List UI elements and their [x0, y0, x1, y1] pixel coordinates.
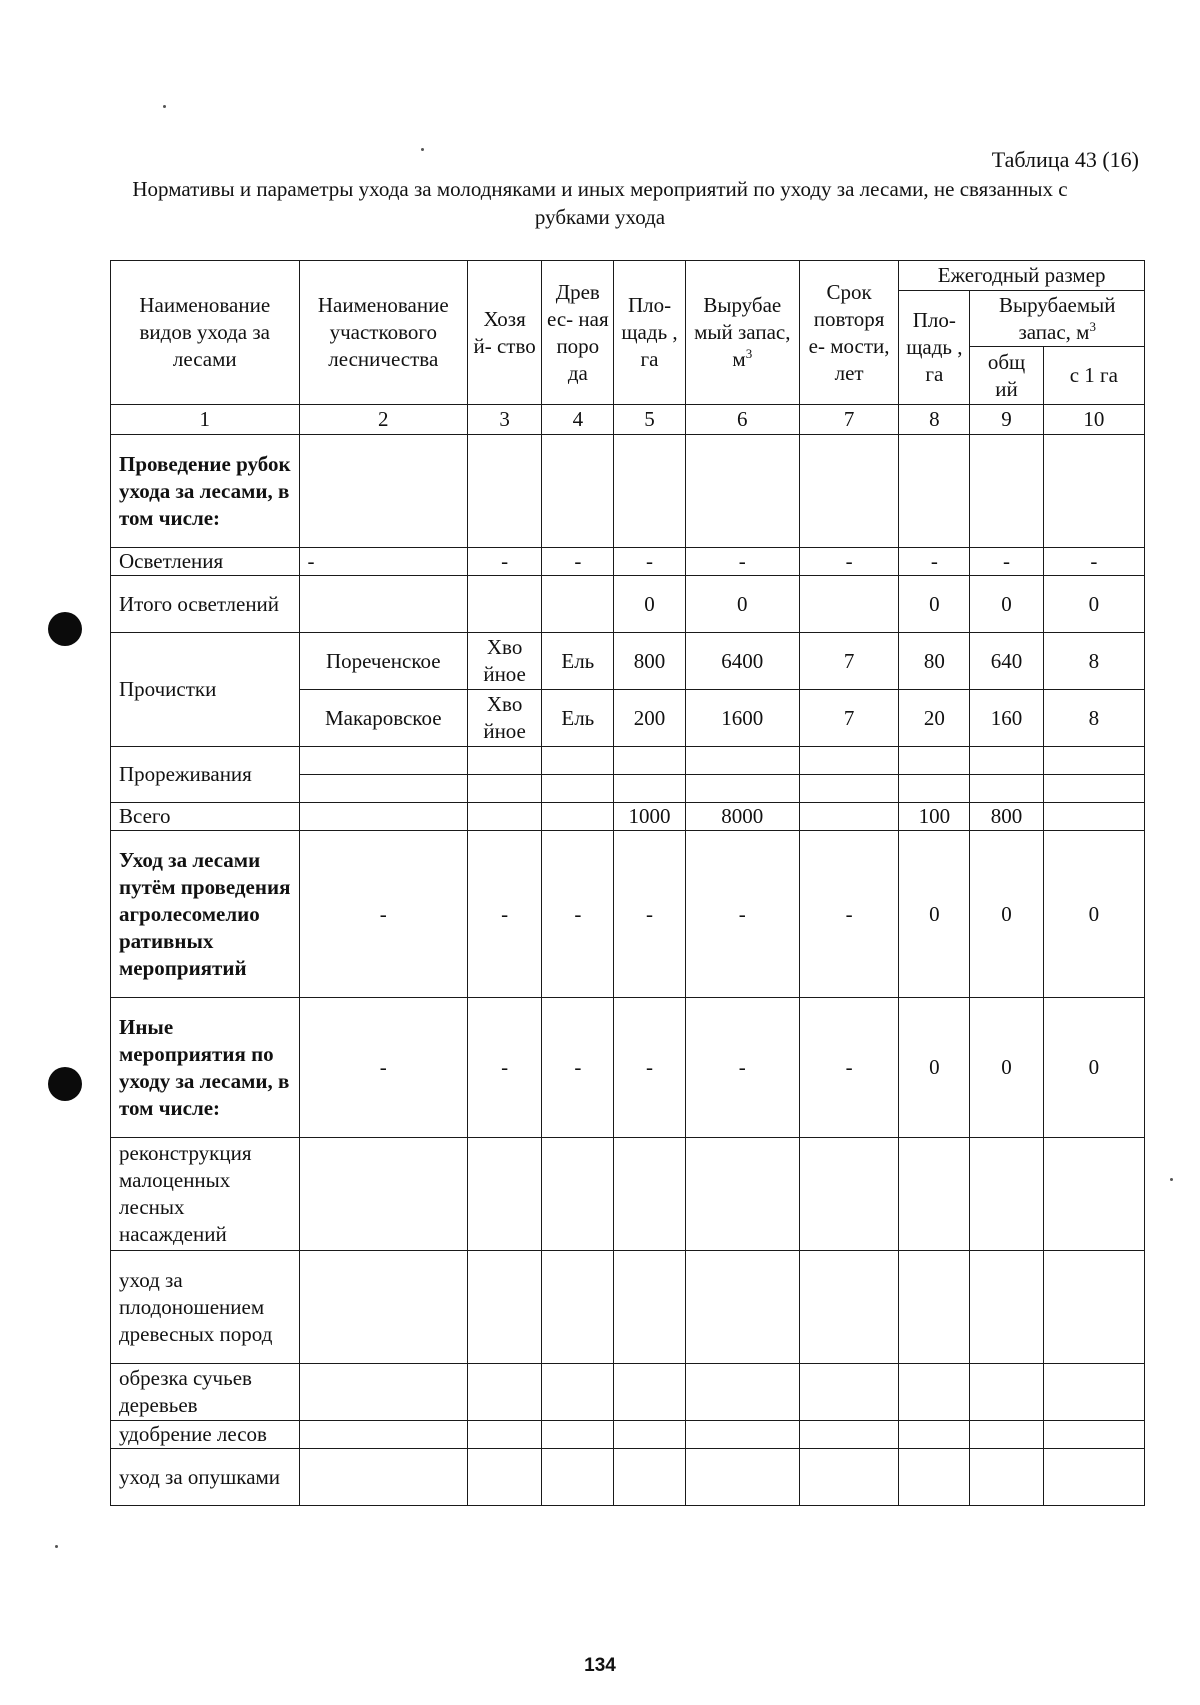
table-cell: 0: [899, 831, 970, 998]
table-cell: -: [299, 831, 467, 998]
table-cell: [1043, 775, 1144, 803]
column-number: 9: [970, 405, 1043, 435]
table-cell: [970, 1364, 1043, 1421]
table-cell: [1043, 1138, 1144, 1251]
table-cell: -: [542, 998, 614, 1138]
table-cell: -: [468, 831, 542, 998]
table-cell: [299, 435, 467, 548]
column-number: 3: [468, 405, 542, 435]
forest-care-table: [110, 260, 1145, 1506]
table-cell: Ель: [542, 633, 614, 690]
table-cell: -: [299, 998, 467, 1138]
row-label: удобрение лесов: [111, 1421, 300, 1449]
table-cell: -: [799, 831, 898, 998]
table-cell: [899, 775, 970, 803]
table-cell: [685, 1449, 799, 1506]
table-cell: [542, 1364, 614, 1421]
row-label: Итого осветлений: [111, 576, 300, 633]
table-cell: [299, 747, 467, 775]
header-cell: [685, 261, 799, 405]
table-cell: -: [799, 998, 898, 1138]
table-row: [111, 1364, 1145, 1421]
table-cell: 0: [1043, 576, 1144, 633]
header-text: Вырубаемый запас, м: [998, 292, 1116, 344]
row-label: Прореживания: [111, 747, 300, 803]
table-cell: 0: [970, 576, 1043, 633]
table-cell: [799, 1421, 898, 1449]
header-text: Древ ес- ная поро да: [547, 279, 609, 385]
table-cell: [542, 1449, 614, 1506]
table-cell: 0: [614, 576, 685, 633]
table-cell: [468, 435, 542, 548]
header-cell: [799, 261, 898, 405]
table-cell: 800: [614, 633, 685, 690]
table-cell: 8000: [685, 803, 799, 831]
table-cell: 0: [970, 998, 1043, 1138]
column-number: 1: [111, 405, 300, 435]
row-label: реконструкция малоценных лесных насаждений: [111, 1138, 300, 1251]
table-cell: [799, 747, 898, 775]
page-number: 134: [584, 1655, 616, 1676]
header-superscript: 3: [1089, 318, 1096, 334]
column-number-row: [111, 405, 1145, 435]
row-label: Всего: [111, 803, 300, 831]
table-cell: [899, 1364, 970, 1421]
header-superscript: 3: [745, 346, 753, 361]
table-cell: [685, 435, 799, 548]
header-cell: [970, 291, 1145, 347]
table-cell: [614, 1449, 685, 1506]
table-cell: -: [685, 831, 799, 998]
table-cell: -: [685, 548, 799, 576]
table-cell: [799, 1251, 898, 1364]
table-cell: 7: [799, 690, 898, 747]
table-cell: 100: [899, 803, 970, 831]
table-cell: [614, 775, 685, 803]
table-row: [111, 576, 1145, 633]
column-number: 6: [685, 405, 799, 435]
header-cell: [111, 261, 300, 405]
table-cell: [1043, 1449, 1144, 1506]
table-cell: 8: [1043, 633, 1144, 690]
table-cell: -: [542, 831, 614, 998]
table-cell: 0: [1043, 831, 1144, 998]
header-text: Вырубае мый запас, м: [694, 293, 791, 371]
table-cell: 200: [614, 690, 685, 747]
table-cell: [970, 747, 1043, 775]
header-cell: [468, 261, 542, 405]
table-cell: [899, 1251, 970, 1364]
header-cell: [542, 261, 614, 405]
table-row: [111, 1138, 1145, 1251]
table-cell: [468, 576, 542, 633]
table-cell: [468, 1421, 542, 1449]
table-cell: 20: [899, 690, 970, 747]
table-cell: [899, 1138, 970, 1251]
header-text: Пло- щадь , га: [621, 293, 678, 371]
table-row: [111, 747, 1145, 775]
table-row: [111, 998, 1145, 1138]
table-cell: 0: [970, 831, 1043, 998]
table-cell: [970, 1421, 1043, 1449]
table-cell: [542, 1421, 614, 1449]
table-cell: [685, 747, 799, 775]
table-row: [111, 435, 1145, 548]
header-text: Срок повторя е- мости, лет: [808, 279, 890, 385]
table-cell: [299, 1364, 467, 1421]
punch-hole-top: [48, 612, 82, 646]
header-cell: [899, 261, 1145, 291]
column-number: 7: [799, 405, 898, 435]
table-cell: [299, 1251, 467, 1364]
table-cell: [799, 1364, 898, 1421]
table-cell: [614, 747, 685, 775]
table-cell: [542, 576, 614, 633]
table-cell: 800: [970, 803, 1043, 831]
column-number: 5: [614, 405, 685, 435]
table-cell: 0: [685, 576, 799, 633]
table-row: [111, 831, 1145, 998]
table-cell: [614, 435, 685, 548]
table-cell: [970, 775, 1043, 803]
row-label: Иные мероприятия по уходу за лесами, в том числе:: [111, 998, 300, 1138]
table-cell: [542, 747, 614, 775]
header-text: Пло- щадь , га: [906, 308, 963, 386]
table-cell: [799, 435, 898, 548]
header-text: Наименование участкового лесничества: [317, 293, 449, 371]
header-cell: [614, 261, 685, 405]
table-cell: [299, 1138, 467, 1251]
table-cell: [970, 1449, 1043, 1506]
table-cell: [899, 1449, 970, 1506]
table-cell: [970, 1251, 1043, 1364]
row-label: уход за плодоношением древесных пород: [111, 1251, 300, 1364]
header-text: общ ий: [987, 349, 1026, 401]
table-number: Таблица 43 (16): [991, 147, 1139, 172]
table-title: Нормативы и параметры ухода за молодняками и иных мероприятий по уходу за лесами, не связанных с рубками ухода: [132, 177, 1068, 229]
table-cell: [468, 747, 542, 775]
table-row: [111, 803, 1145, 831]
table-row: [111, 1251, 1145, 1364]
table-cell: [542, 1138, 614, 1251]
header-text: Ежегодный размер: [937, 263, 1106, 287]
table-cell: [970, 1138, 1043, 1251]
table-cell: Ель: [542, 690, 614, 747]
table-cell: 640: [970, 633, 1043, 690]
table-cell: [799, 576, 898, 633]
table-cell: 0: [899, 576, 970, 633]
table-cell: [468, 1364, 542, 1421]
table-cell: [685, 1364, 799, 1421]
table-cell: 8: [1043, 690, 1144, 747]
table-cell: Хво йное: [468, 633, 542, 690]
row-label: Проведение рубок ухода за лесами, в том числе:: [111, 435, 300, 548]
table-cell: [468, 1138, 542, 1251]
table-cell: [799, 775, 898, 803]
punch-hole-bottom: [48, 1067, 82, 1101]
table-cell: [542, 1251, 614, 1364]
table-cell: [299, 1449, 467, 1506]
table-row: [111, 1449, 1145, 1506]
table-cell: [468, 803, 542, 831]
table-cell: [614, 1364, 685, 1421]
table-cell: [1043, 803, 1144, 831]
table-cell: -: [1043, 548, 1144, 576]
header-text: Хозя й- ство: [473, 306, 536, 358]
table-cell: [799, 803, 898, 831]
table-cell: 1000: [614, 803, 685, 831]
table-cell: -: [614, 548, 685, 576]
table-cell: [1043, 435, 1144, 548]
row-label: обрезка сучьев деревьев: [111, 1364, 300, 1421]
table-cell: [970, 435, 1043, 548]
table-cell: [299, 576, 467, 633]
table-cell: [685, 1251, 799, 1364]
table-cell: [899, 435, 970, 548]
table-cell: [685, 775, 799, 803]
table-cell: [614, 1251, 685, 1364]
table-cell: [899, 747, 970, 775]
table-cell: [299, 1421, 467, 1449]
table-cell: [468, 1449, 542, 1506]
table-cell: Хво йное: [468, 690, 542, 747]
row-label: Прочистки: [111, 633, 300, 747]
table-cell: -: [542, 548, 614, 576]
header-text: с 1 га: [1069, 363, 1118, 387]
table-cell: 7: [799, 633, 898, 690]
table-cell: [468, 1251, 542, 1364]
table-cell: [542, 803, 614, 831]
table-cell: -: [468, 548, 542, 576]
table-cell: [468, 775, 542, 803]
table-cell: 80: [899, 633, 970, 690]
table-cell: [899, 1421, 970, 1449]
table-cell: 160: [970, 690, 1043, 747]
column-number: 4: [542, 405, 614, 435]
table-cell: [542, 775, 614, 803]
scan-speck: [421, 148, 424, 151]
table-cell: Пореченское: [299, 633, 467, 690]
table-cell: 6400: [685, 633, 799, 690]
scan-speck: [55, 1545, 58, 1548]
header-cell: [899, 291, 970, 405]
table-cell: 1600: [685, 690, 799, 747]
header-cell: [970, 347, 1043, 405]
column-number: 10: [1043, 405, 1144, 435]
table-cell: [799, 1449, 898, 1506]
header-cell: [1043, 347, 1144, 405]
table-cell: [299, 803, 467, 831]
table-row: [111, 1421, 1145, 1449]
header-row-1: [111, 261, 1145, 291]
table-cell: -: [468, 998, 542, 1138]
table-cell: -: [899, 548, 970, 576]
table-cell: [614, 1421, 685, 1449]
table-cell: Макаровское: [299, 690, 467, 747]
header-text: Наименование видов ухода за лесами: [139, 293, 271, 371]
table-cell: [799, 1138, 898, 1251]
column-number: 2: [299, 405, 467, 435]
table-cell: [299, 775, 467, 803]
table-cell: -: [299, 548, 467, 576]
table-row: [111, 633, 1145, 690]
scan-speck: [1170, 1178, 1173, 1181]
table-cell: -: [614, 998, 685, 1138]
table-cell: -: [614, 831, 685, 998]
column-number: 8: [899, 405, 970, 435]
table-cell: [685, 1421, 799, 1449]
table-cell: 0: [899, 998, 970, 1138]
scan-speck: [163, 105, 166, 108]
table-cell: -: [685, 998, 799, 1138]
table-cell: -: [799, 548, 898, 576]
row-label: уход за опушками: [111, 1449, 300, 1506]
table-cell: [1043, 1421, 1144, 1449]
table-cell: [685, 1138, 799, 1251]
row-label: Уход за лесами путём проведения агролесомелио ративных мероприятий: [111, 831, 300, 998]
row-label: Осветления: [111, 548, 300, 576]
table-cell: [614, 1138, 685, 1251]
table-cell: [542, 435, 614, 548]
table-cell: [1043, 747, 1144, 775]
table-cell: -: [970, 548, 1043, 576]
table-row: [111, 548, 1145, 576]
table-cell: 0: [1043, 998, 1144, 1138]
table-cell: [1043, 1251, 1144, 1364]
header-cell: [299, 261, 467, 405]
table-cell: [1043, 1364, 1144, 1421]
